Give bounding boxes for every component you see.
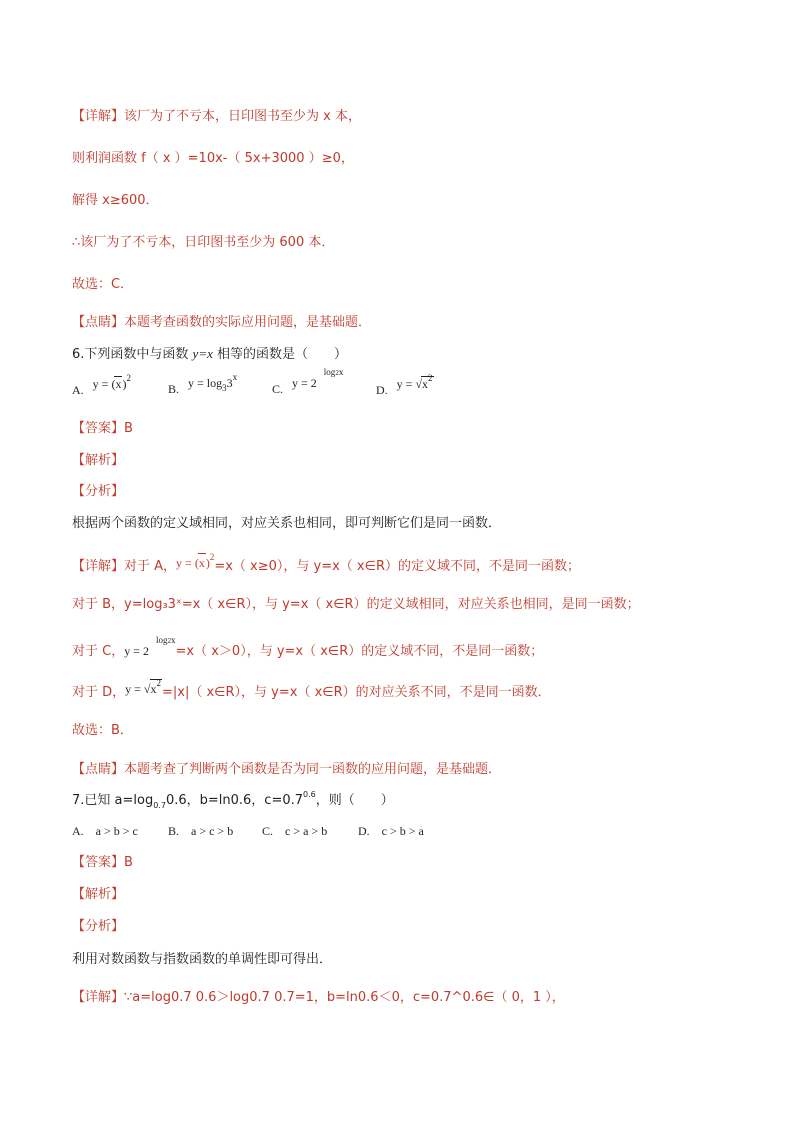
q5-solution: 解得 x≥600． — [72, 193, 159, 208]
detail-label: 【详解】 — [72, 109, 125, 124]
q6-stem-suffix: 相等的函数是（ ） — [212, 347, 347, 362]
q7-option-b-text: a > c > b — [191, 824, 234, 838]
q6-stem-var: y=x — [192, 346, 213, 361]
q7-option-c: C. c > a > b — [262, 824, 328, 838]
q5-detail-text: 该厂为了不亏本，日印图书至少为 x 本， — [124, 109, 361, 124]
q6-answer — [72, 420, 133, 438]
q5-comment-text: 本题考查函数的实际应用问题，是基础题． — [124, 315, 372, 330]
q6-answer-value: B — [124, 421, 133, 436]
parse-label: 【解析】 — [72, 453, 125, 468]
q6-analysis-text: 根据两个函数的定义域相同，对应关系也相同，即可判断它们是同一函数． — [72, 516, 502, 531]
option-b-label: B. — [168, 382, 180, 396]
q6-detail-a-pre: 对于 A， — [124, 559, 177, 574]
q7-detail — [72, 989, 565, 1007]
q6-detail-c-post: =x（ x＞0），与 y=x（ x∈R）的定义域不同，不是同一函数； — [175, 644, 544, 659]
q7-analysis-text: 利用对数函数与指数函数的单调性即可得出． — [72, 952, 333, 967]
q6-detail-d: 对于 D，$y = √x^2=|x|$（ x∈R），与 y=x（ x∈R）的对应关系不同，不是同一函数． — [72, 678, 551, 700]
q6-option-d: D. $y = √x^2$ — [376, 373, 433, 397]
analysis-label: 【分析】 — [72, 919, 125, 934]
q7-option-b: B. a > c > b — [168, 824, 234, 838]
comment-label: 【点睛】 — [72, 315, 125, 330]
q6-stem — [72, 345, 347, 364]
q6-comment-text: 本题考查了判断两个函数是否为同一函数的应用问题，是基础题． — [124, 762, 502, 777]
analysis-label: 【分析】 — [72, 484, 125, 499]
q6-detail-a: 【详解】对于 A，$y = (x)^2=x$（ x≥0），与 y=x（ x∈R）的定义域不同，不是同一函数； — [72, 552, 580, 574]
q7-stem: 7.已知 $a=\log_{0.7}0.6$，b=ln0.6，$c=0.7^{0.6}$，则（ ） — [72, 790, 394, 810]
q7-option-c-text: c > a > b — [285, 824, 328, 838]
answer-label: 【答案】 — [72, 855, 125, 870]
q7-stem-tail: ，则（ ） — [315, 793, 394, 808]
option-c-label: C. — [272, 382, 284, 396]
q7-stem-start: 7.已知 a=log — [72, 793, 154, 808]
detail-label: 【详解】 — [72, 990, 125, 1005]
q6-parse — [72, 452, 124, 470]
q6-option-c: C. y = 2 $^{log2x}$ — [272, 367, 344, 396]
q6-detail-c: 对于 C，y = 2 $^{log2x}$=x（ x＞0），与 y=x（ x∈R）的定义域不同，不是同一函数； — [72, 635, 544, 659]
q5-profit-function: 则利润函数 f（ x ）=10x-（ 5x+3000 ）≥0， — [72, 151, 354, 166]
q7-detail-text: ∵a=log0.7 0.6＞log0.7 0.7=1，b=ln0.6＜0，c=0.7^0.6∈（ 0，1 ）， — [124, 990, 565, 1005]
q5-choose: 故选：C． — [72, 277, 134, 292]
answer-label: 【答案】 — [72, 421, 125, 436]
comment-label: 【点睛】 — [72, 762, 125, 777]
q6-comment — [72, 761, 501, 779]
q5-comment — [72, 314, 371, 332]
q7-analysis-head — [72, 918, 124, 936]
q6-analysis-head — [72, 483, 124, 501]
q6-option-a: A. $y = (x)^2$ — [72, 373, 131, 397]
q7-answer — [72, 854, 133, 872]
q6-detail-d-pre: 对于 D， — [72, 685, 126, 700]
q7-answer-value: B — [124, 855, 133, 870]
q7-option-d-text: c > b > a — [381, 824, 424, 838]
option-d-label: D. — [376, 383, 388, 397]
q5-detail-line — [72, 108, 361, 126]
q5-conclusion: ∴该厂为了不亏本，日印图书至少为 600 本． — [72, 235, 335, 250]
option-a-label: A. — [72, 383, 84, 397]
q7-stem-rest: 0.6，b=ln0.6，c=0.7 — [165, 793, 304, 808]
detail-label: 【详解】 — [72, 559, 125, 574]
parse-label: 【解析】 — [72, 887, 125, 902]
q6-detail-d-post: =|x|（ x∈R），与 y=x（ x∈R）的对应关系不同，不是同一函数． — [162, 685, 551, 700]
q7-option-a-text: a > b > c — [95, 824, 138, 838]
q7-option-a: A. a > b > c — [72, 824, 138, 838]
q6-stem-prefix: 6.下列函数中与函数 — [72, 347, 193, 362]
q7-option-d: D. c > b > a — [358, 824, 424, 838]
q6-detail-a-post: =x（ x≥0），与 y=x（ x∈R）的定义域不同，不是同一函数； — [214, 559, 580, 574]
q6-detail-c-pre: 对于 C， — [72, 644, 125, 659]
q6-option-b: B. $y = \log_33^x$ — [168, 372, 238, 396]
q6-choose: 故选：B． — [72, 723, 133, 738]
q7-parse — [72, 886, 124, 904]
q6-detail-b: 对于 B，y=log₃3ˣ=x（ x∈R），与 y=x（ x∈R）的定义域相同，对应关系也相同，是同一函数； — [72, 597, 640, 612]
